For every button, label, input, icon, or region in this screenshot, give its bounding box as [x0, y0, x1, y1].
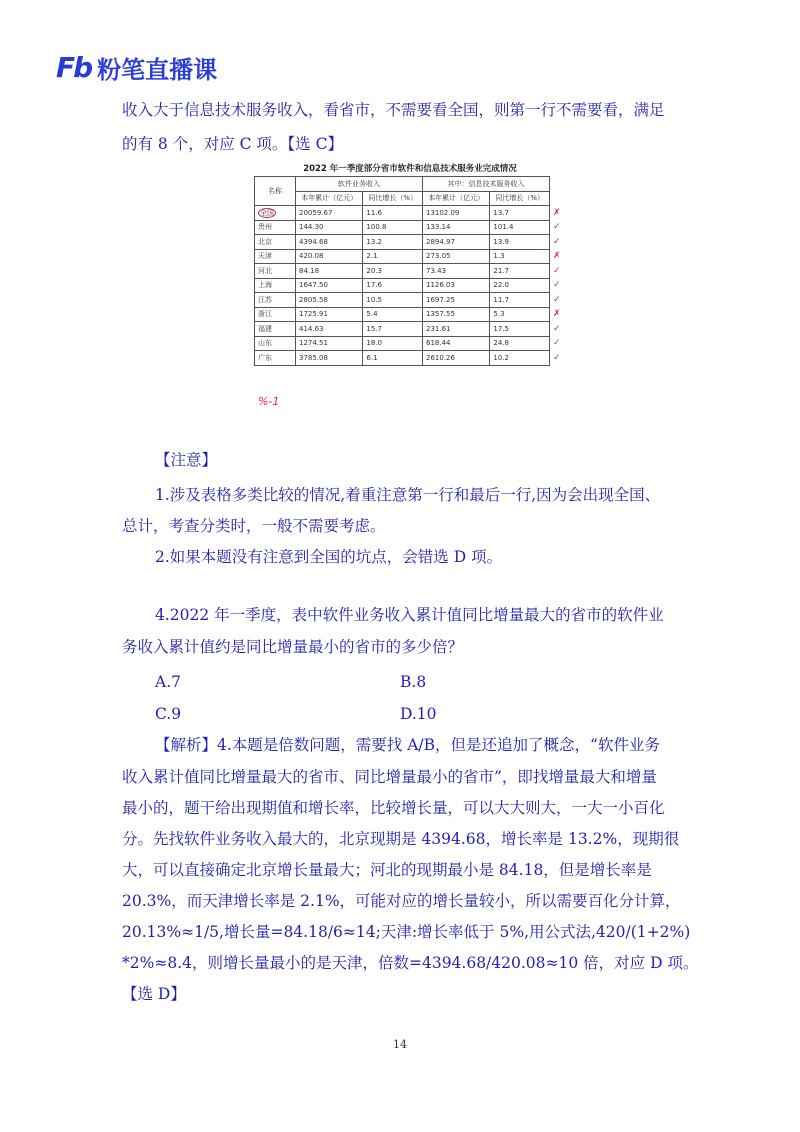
row-software-value: 1725.91 — [296, 307, 363, 322]
note-line-3: 2.如果本题没有注意到全国的坑点，会错选 D 项。 — [155, 548, 503, 566]
row-software-value: 420.08 — [296, 249, 363, 264]
option-c: C.9 — [155, 705, 182, 723]
table-row — [255, 322, 571, 337]
analysis-line-9: 【选 D】 — [122, 985, 186, 1003]
row-it-growth: 13.9 — [490, 235, 550, 250]
question-line-2: 务收入累计值约是同比增量最小的省市的多少倍？ — [122, 638, 464, 656]
group2-header: 其中：信息技术服务收入 — [422, 177, 549, 192]
row-it-growth: 10.2 — [490, 351, 550, 366]
table-row — [255, 293, 571, 308]
analysis-line-2: 收入累计值同比增量最大的省市、同比增量最小的省市”，即找增量最大和增量 — [122, 768, 657, 786]
row-software-growth: 6.1 — [363, 351, 423, 366]
row-software-value: 144.30 — [296, 220, 363, 235]
row-it-value: 1126.03 — [422, 278, 489, 293]
row-mark: ✓ — [553, 323, 561, 334]
row-it-growth: 13.7 — [490, 206, 550, 221]
question-line-1: 4.2022 年一季度，表中软件业务收入累计值同比增量最大的省市的软件业 — [155, 606, 664, 624]
intro-line-1: 收入大于信息技术服务收入，看省市，不需要看全国，则第一行不需要看，满足 — [122, 101, 665, 119]
row-mark: ✗ — [553, 251, 561, 262]
hand-note: %-1 — [258, 395, 280, 408]
option-d: D.10 — [400, 705, 437, 723]
data-table — [254, 176, 570, 366]
row-it-value: 1697.25 — [422, 293, 489, 308]
brand-logo — [56, 50, 217, 85]
analysis-line-1: 【解析】4.本题是倍数问题，需要找 A/B，但是还追加了概念，“软件业务 — [155, 736, 660, 754]
row-software-growth: 17.6 — [363, 278, 423, 293]
row-name: 广东 — [255, 351, 296, 366]
row-mark: ✓ — [553, 236, 561, 247]
row-it-value: 231.61 — [422, 322, 489, 337]
row-software-growth: 5.4 — [363, 307, 423, 322]
row-software-value: 414.63 — [296, 322, 363, 337]
sub4-header: 同比增长（%） — [490, 191, 550, 206]
page-number: 14 — [393, 1038, 407, 1051]
row-mark: ✓ — [553, 280, 561, 291]
row-mark: ✓ — [553, 352, 561, 363]
row-it-growth: 101.4 — [490, 220, 550, 235]
row-name — [255, 206, 296, 221]
intro-line-2: 的有 8 个，对应 C 项。【选 C】 — [122, 135, 343, 153]
row-software-growth: 100.8 — [363, 220, 423, 235]
table-row — [255, 278, 571, 293]
row-it-value: 133.14 — [422, 220, 489, 235]
row-software-growth: 18.0 — [363, 336, 423, 351]
row-name: 河北 — [255, 264, 296, 279]
table-row — [255, 235, 571, 250]
row-software-value: 20059.67 — [296, 206, 363, 221]
row-it-growth: 22.0 — [490, 278, 550, 293]
row-software-growth: 2.1 — [363, 249, 423, 264]
analysis-line-8: *2%≈8.4，则增长量最小的是天津，倍数=4394.68/420.08≈10 倍，对应 D 项。 — [122, 954, 699, 972]
row-it-growth: 17.5 — [490, 322, 550, 337]
row-software-value: 4394.68 — [296, 235, 363, 250]
row-name: 贵州 — [255, 220, 296, 235]
analysis-line-3: 最小的，题干给出现期值和增长率，比较增长量，可以大大则大，一大一小百化 — [122, 799, 665, 817]
row-it-growth: 11.7 — [490, 293, 550, 308]
row-mark: ✓ — [553, 294, 561, 305]
analysis-line-6: 20.3%，而天津增长率是 2.1%，可能对应的增长量较小，所以需要百化分计算， — [122, 892, 681, 910]
row-software-value: 3785.08 — [296, 351, 363, 366]
option-b: B.8 — [400, 673, 427, 691]
row-name: 福建 — [255, 322, 296, 337]
sub2-header: 同比增长（%） — [363, 191, 423, 206]
row-it-growth: 24.8 — [490, 336, 550, 351]
row-it-growth: 21.7 — [490, 264, 550, 279]
table-row — [255, 336, 571, 351]
row-name: 山东 — [255, 336, 296, 351]
row-name: 天津 — [255, 249, 296, 264]
note-heading: 【注意】 — [155, 451, 218, 469]
brand-mark-icon: Fb — [56, 51, 92, 84]
row-software-growth: 13.2 — [363, 235, 423, 250]
row-name: 浙江 — [255, 307, 296, 322]
row-software-growth: 15.7 — [363, 322, 423, 337]
row-software-growth: 11.6 — [363, 206, 423, 221]
sub1-header: 本年累计（亿元） — [296, 191, 363, 206]
row-it-value: 1357.55 — [422, 307, 489, 322]
analysis-line-4: 分。先找软件业务收入最大的，北京现期是 4394.68，增长率是 13.2%，现期很 — [122, 830, 680, 848]
table-row — [255, 264, 571, 279]
row-it-value: 2610.26 — [422, 351, 489, 366]
data-table-figure — [250, 162, 570, 366]
note-line-1: 1.涉及表格多类比较的情况,着重注意第一行和最后一行,因为会出现全国、 — [155, 486, 661, 504]
row-name: 上海 — [255, 278, 296, 293]
group1-header: 软件业务收入 — [296, 177, 423, 192]
row-software-growth: 10.5 — [363, 293, 423, 308]
row-mark: ✗ — [553, 207, 561, 218]
brand-name: 粉笔直播课 — [97, 56, 218, 84]
row-it-value: 2894.97 — [422, 235, 489, 250]
row-it-growth: 5.3 — [490, 307, 550, 322]
row-it-value: 273.05 — [422, 249, 489, 264]
note-line-2: 总计，考查分类时，一般不需要考虑。 — [122, 517, 386, 535]
analysis-line-7: 20.13%≈1/5,增长量=84.18/6≈14;天津:增长率低于 5%,用公式法,420/(1+2%) — [122, 923, 691, 941]
table-row — [255, 249, 571, 264]
table-title: 2022 年一季度部分省市软件和信息技术服务业完成情况 — [303, 164, 517, 174]
row-mark: ✓ — [553, 222, 561, 233]
row-mark: ✓ — [553, 265, 561, 276]
row-software-value: 2805.58 — [296, 293, 363, 308]
row-software-value: 1274.51 — [296, 336, 363, 351]
col-name-header: 名称 — [255, 177, 296, 206]
circled-name: 全国 — [260, 208, 274, 217]
row-name: 北京 — [255, 235, 296, 250]
table-row — [255, 307, 571, 322]
row-it-growth: 1.3 — [490, 249, 550, 264]
row-mark: ✗ — [553, 309, 561, 320]
table-row — [255, 206, 571, 221]
row-name: 江苏 — [255, 293, 296, 308]
row-software-value: 84.18 — [296, 264, 363, 279]
option-a: A.7 — [155, 673, 181, 691]
row-mark: ✓ — [553, 338, 561, 349]
analysis-line-5: 大，可以直接确定北京增长量最大；河北的现期最小是 84.18，但是增长率是 — [122, 861, 652, 879]
sub3-header: 本年累计（亿元） — [422, 191, 489, 206]
row-it-value: 73.43 — [422, 264, 489, 279]
row-software-value: 1647.50 — [296, 278, 363, 293]
table-row — [255, 220, 571, 235]
table-row — [255, 351, 571, 366]
row-software-growth: 20.3 — [363, 264, 423, 279]
row-it-value: 618.44 — [422, 336, 489, 351]
row-it-value: 13102.09 — [422, 206, 489, 221]
